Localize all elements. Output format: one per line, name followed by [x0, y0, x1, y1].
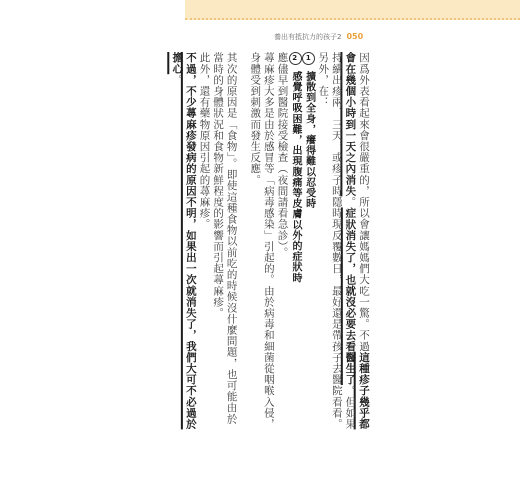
- circled-number: 1: [302, 52, 315, 65]
- highlighted-text: 這種疹子幾乎都會在幾個小時到一天之內消失: [344, 52, 370, 430]
- list-item: [288, 52, 302, 432]
- paragraph: 其次的原因是「食物」。即使這種食物以前吃的時候沒什麼問題，也可能由於當時的身體狀況和食物新鮮程度的影響而引起蕁麻疹。: [212, 52, 238, 425]
- body-text: [140, 52, 370, 432]
- paragraph: 此外，還有藥物原因引起的蕁麻疹。: [198, 52, 211, 230]
- paragraph: 蕁麻疹大多是由於感冒等「病毒感染」引起的。由於病毒和細菌從咽喉入侵，身體受到刺激而發生反應。: [249, 52, 275, 430]
- text-run: 。: [344, 196, 357, 208]
- decorative-top-band: [185, 0, 520, 20]
- text-run: 。: [171, 74, 184, 86]
- text-run: 因爲外表看起來會很嚴重的，所以會讓媽媽們大吃一驚。不過: [358, 52, 370, 352]
- list-item: [302, 52, 316, 432]
- highlighted-text: 不過，不少蕁麻疹發病的原因不明，如果出一次就消失了，我們大可不必過於擔心: [171, 52, 197, 430]
- circled-number: 2: [289, 52, 302, 65]
- highlighted-text: 症狀消失了，也就沒必要去看醫生了: [344, 207, 357, 386]
- running-header: [274, 32, 363, 42]
- list-item-text: 感覺呼吸困難，出現腹痛等皮膚以外的症狀時: [290, 71, 302, 284]
- page-number: 050: [346, 32, 364, 41]
- paragraph: [170, 52, 197, 432]
- book-title: 養出有抵抗力的孩子2: [274, 33, 342, 41]
- text-run: 。但如果持續出疹兩、三天，或疹子時隱時現反覆數日，最好還是帶孩子去醫院看看。另外，在：: [317, 52, 357, 430]
- paragraph: [316, 52, 370, 432]
- list-item-text: 擴散到全身，癢得難以忍受時: [303, 71, 315, 209]
- paragraph: 應儘早到醫院接受檢查（夜間請看急診）。: [276, 52, 289, 258]
